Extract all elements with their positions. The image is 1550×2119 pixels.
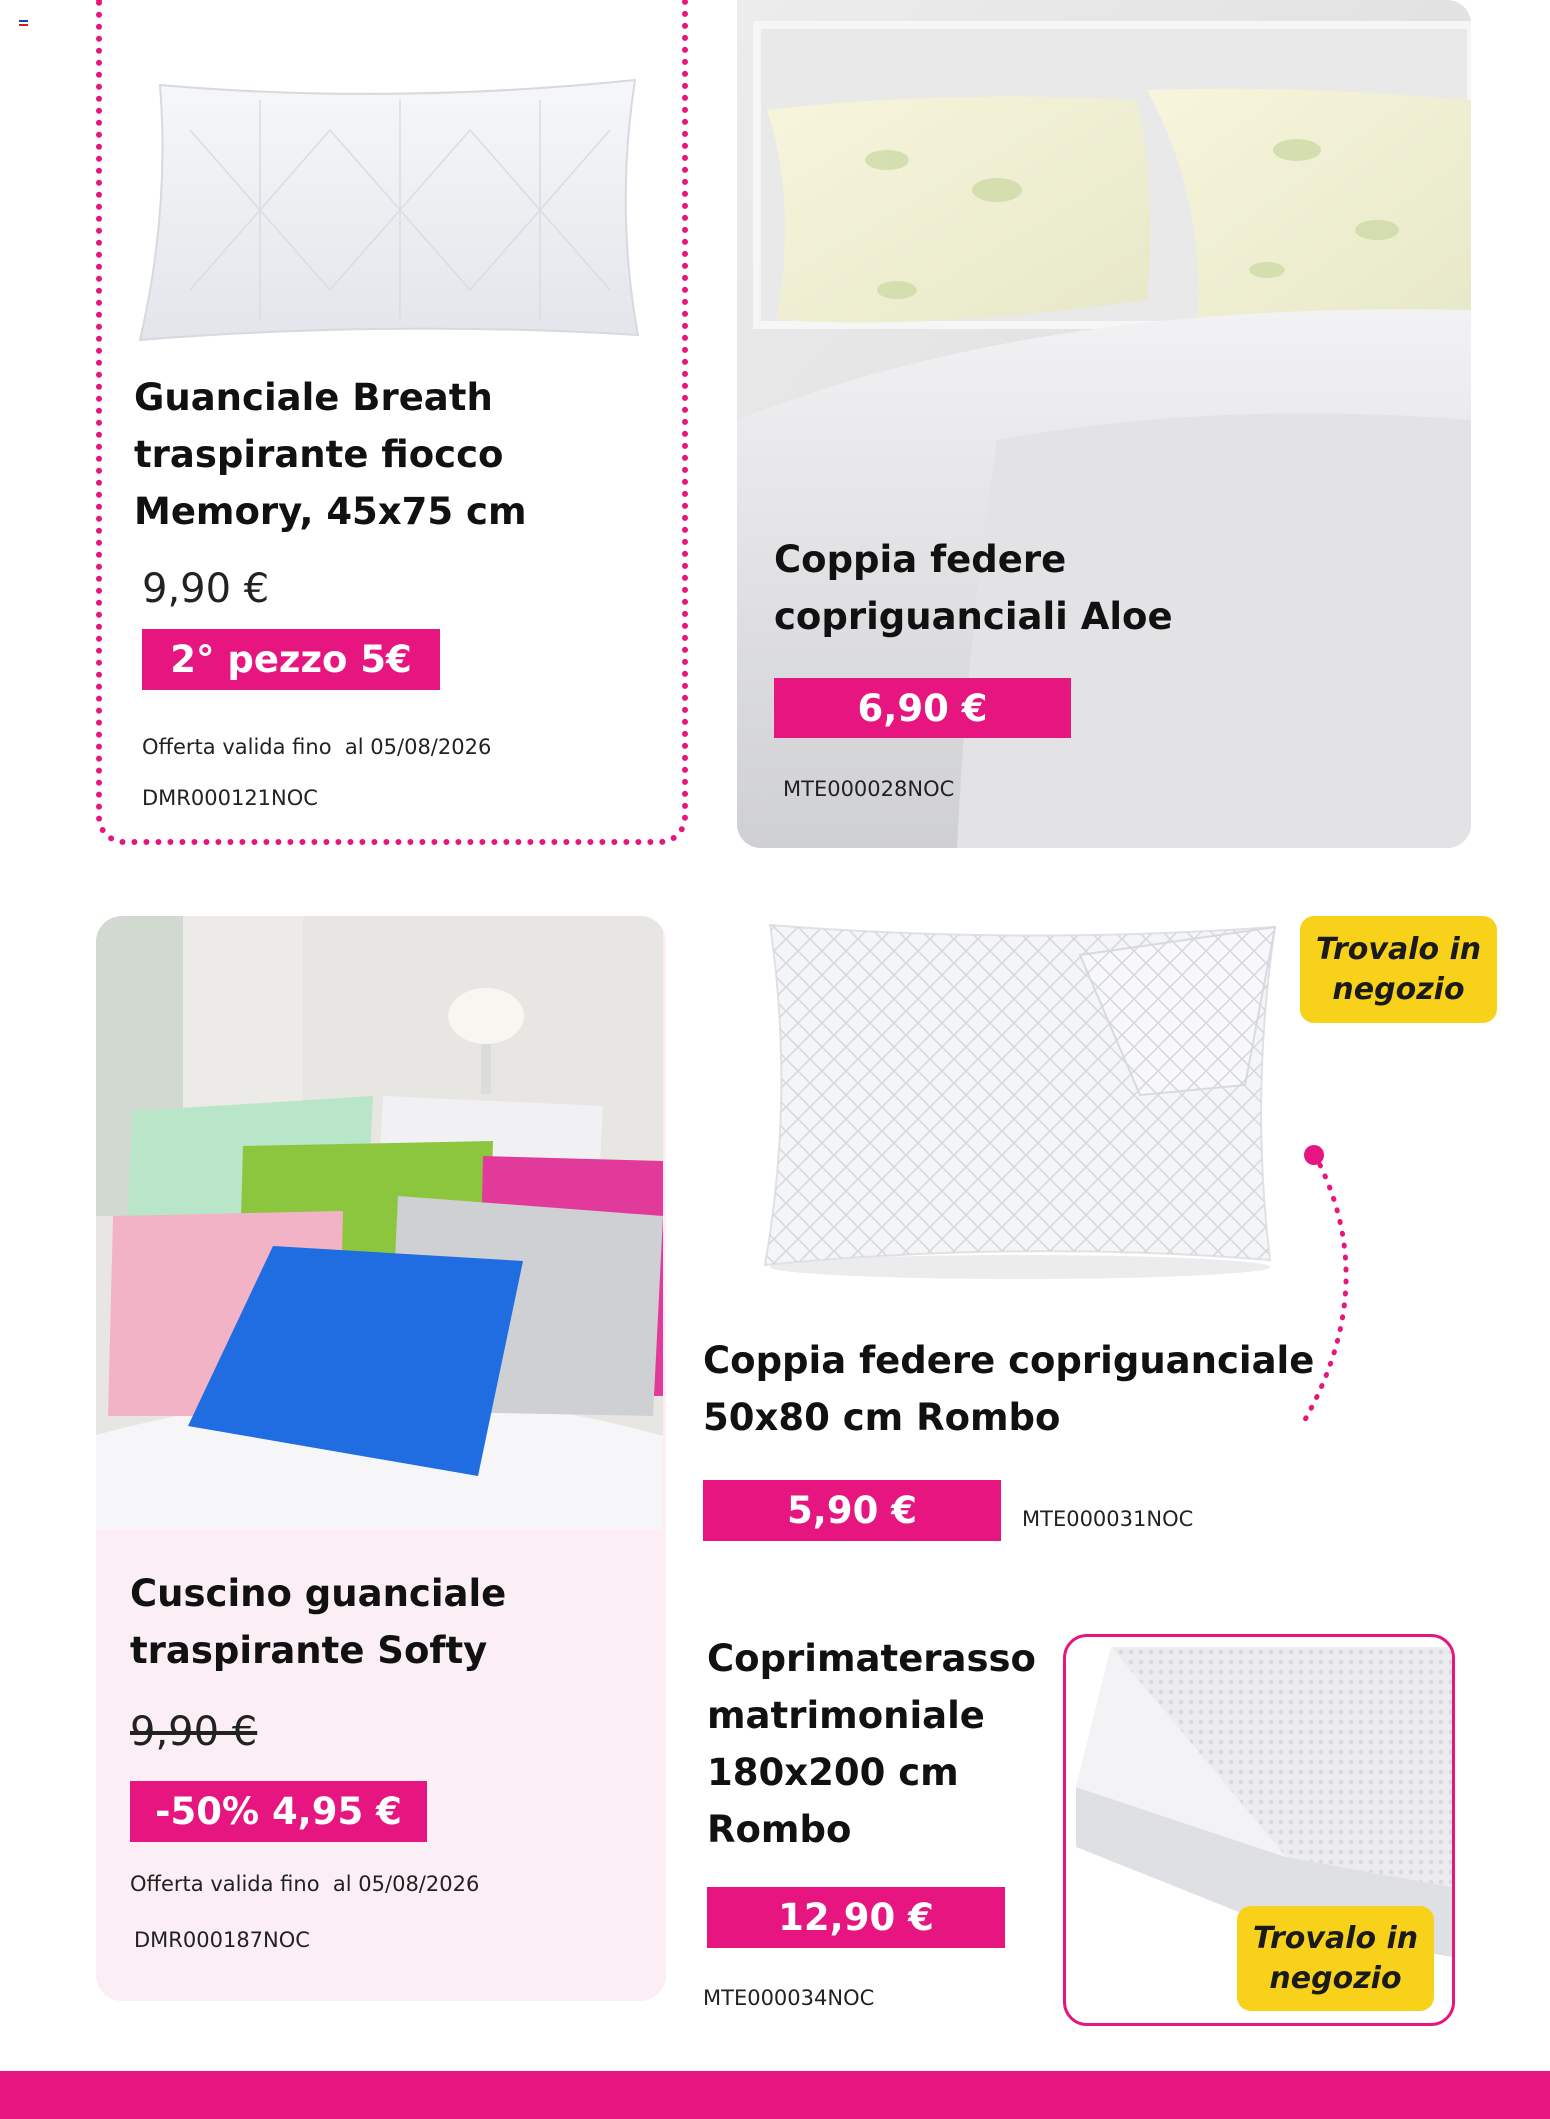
product-code: MTE000028NOC [783,777,955,801]
product-image-guanciale-breath [130,70,650,350]
product-title: Coppia federe copriguanciali Aloe [774,538,1173,638]
product-price: 6,90 € [774,678,1071,738]
product-title: Coppia federe copriguanciale 50x80 cm Rombo [703,1339,1315,1439]
footer-band [0,2071,1550,2119]
offer-validity: Offerta valida fino al 05/08/2026 [142,735,492,759]
in-store-badge: Trovalo in negozio [1300,916,1497,1023]
product-price: 12,90 € [707,1887,1005,1948]
product-code: MTE000034NOC [703,1986,875,2010]
product-code: DMR000187NOC [134,1928,310,1952]
product-image-quilted-pillow [750,915,1290,1285]
promo-tag: -50% 4,95 € [130,1781,427,1842]
product-code: DMR000121NOC [142,786,318,810]
flag-icon [19,20,28,26]
product-code: MTE000031NOC [1022,1507,1194,1531]
offer-validity: Offerta valida fino al 05/08/2026 [130,1872,480,1896]
product-title: Coprimaterasso matrimoniale 180x200 cm Rombo [707,1637,1036,1851]
product-old-price: 9,90 € [130,1709,258,1755]
product-image-colored-pillows [96,916,663,1530]
in-store-badge: Trovalo in negozio [1237,1906,1434,2011]
product-title: Cuscino guanciale traspirante Softy [130,1572,507,1672]
product-title: Guanciale Breath traspirante fiocco Memory, 45x75 cm [134,376,527,533]
product-price: 5,90 € [703,1480,1001,1541]
product-price: 9,90 € [142,566,270,612]
promo-tag: 2° pezzo 5€ [142,629,440,690]
